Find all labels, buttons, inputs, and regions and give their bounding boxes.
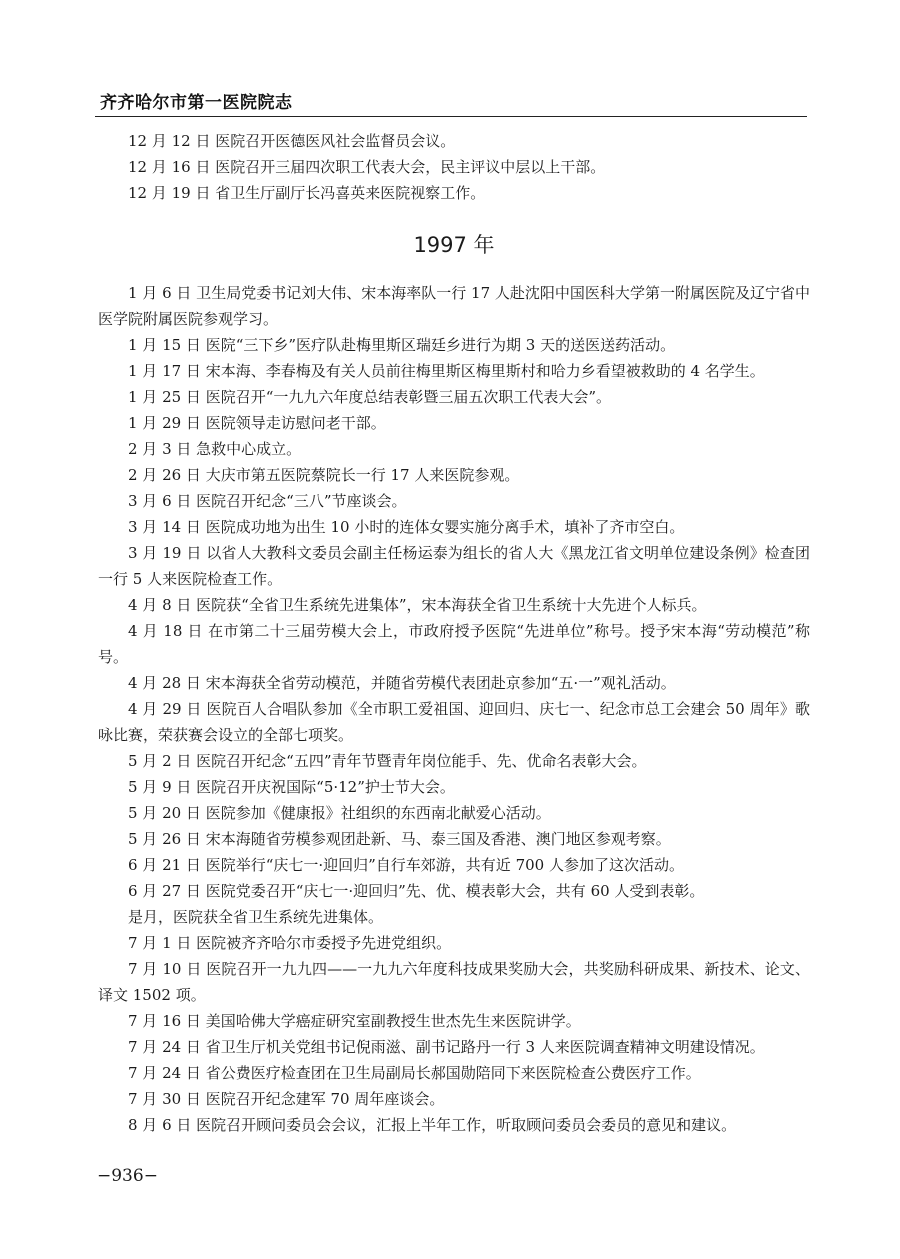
chronicle-entry: 1 月 6 日 卫生局党委书记刘大伟、宋本海率队一行 17 人赴沈阳中国医科大学第一附属医院及辽宁省中医学院附属医院参观学习。 (98, 284, 810, 328)
chronicle-entry: 7 月 24 日 省公费医疗检查团在卫生局副局长郝国勋陪同下来医院检查公费医疗工作。 (128, 1064, 701, 1082)
chronicle-entry: 1 月 29 日 医院领导走访慰问老干部。 (128, 414, 386, 432)
entries-1996-list (98, 128, 810, 206)
book-title: 齐齐哈尔市第一医院院志 (100, 93, 293, 113)
chronicle-entry: 12 月 19 日 省卫生厅副厅长冯喜英来医院视察工作。 (128, 184, 486, 202)
chronicle-entry: 3 月 6 日 医院召开纪念“三八”节座谈会。 (128, 492, 407, 510)
chronicle-entry: 5 月 20 日 医院参加《健康报》社组织的东西南北献爱心活动。 (128, 804, 551, 822)
chronicle-entry: 6 月 21 日 医院举行“庆七一·迎回归”自行车郊游，共有近 700 人参加了这次活动。 (128, 856, 684, 874)
page-body (98, 128, 810, 1138)
chronicle-entry: 5 月 9 日 医院召开庆祝国际“5·12”护士节大会。 (128, 778, 455, 796)
chronicle-entry: 12 月 16 日 医院召开三届四次职工代表大会，民主评议中层以上干部。 (128, 158, 606, 176)
chronicle-entry: 1 月 15 日 医院“三下乡”医疗队赴梅里斯区瑞廷乡进行为期 3 天的送医送药活动。 (128, 336, 676, 354)
entries-1997-list (98, 280, 810, 1138)
chronicle-entry: 4 月 28 日 宋本海获全省劳动模范，并随省劳模代表团赴京参加“五·一”观礼活动。 (128, 674, 676, 692)
chronicle-entry: 3 月 19 日 以省人大教科文委员会副主任杨运泰为组长的省人大《黑龙江省文明单位建设条例》检查团一行 5 人来医院检查工作。 (98, 544, 810, 588)
chronicle-entry: 1 月 17 日 宋本海、李春梅及有关人员前往梅里斯区梅里斯村和哈力乡看望被救助的 4 名学生。 (128, 362, 765, 380)
chronicle-entry: 2 月 3 日 急救中心成立。 (128, 440, 302, 458)
chronicle-entry: 4 月 18 日 在市第二十三届劳模大会上，市政府授予医院“先进单位”称号。授予宋本海“劳动模范”称号。 (98, 622, 810, 666)
chronicle-entry: 是月，医院获全省卫生系统先进集体。 (128, 908, 384, 926)
chronicle-entry: 5 月 2 日 医院召开纪念“五四”青年节暨青年岗位能手、先、优命名表彰大会。 (128, 752, 647, 770)
chronicle-entry: 12 月 12 日 医院召开医德医风社会监督员会议。 (128, 132, 456, 150)
chronicle-entry: 7 月 10 日 医院召开一九九四——一九九六年度科技成果奖励大会，共奖励科研成果、新技术、论文、译文 1502 项。 (98, 960, 810, 1004)
chronicle-entry: 7 月 1 日 医院被齐齐哈尔市委授予先进党组织。 (128, 934, 452, 952)
chronicle-entry: 7 月 30 日 医院召开纪念建军 70 周年座谈会。 (128, 1090, 445, 1108)
header-divider (95, 116, 807, 117)
chronicle-entry: 2 月 26 日 大庆市第五医院蔡院长一行 17 人来医院参观。 (128, 466, 520, 484)
year-heading: 1997 年 (413, 233, 495, 257)
chronicle-entry: 7 月 16 日 美国哈佛大学癌症研究室副教授生世杰先生来医院讲学。 (128, 1012, 581, 1030)
page-number: −936− (97, 1166, 158, 1186)
chronicle-entry: 4 月 29 日 医院百人合唱队参加《全市职工爱祖国、迎回归、庆七一、纪念市总工会建会 50 周年》歌咏比赛，荣获赛会设立的全部七项奖。 (98, 700, 810, 744)
chronicle-entry: 1 月 25 日 医院召开“一九九六年度总结表彰暨三届五次职工代表大会”。 (128, 388, 612, 406)
chronicle-entry: 7 月 24 日 省卫生厅机关党组书记倪雨滋、副书记路丹一行 3 人来医院调查精神文明建设情况。 (128, 1038, 765, 1056)
chronicle-entry: 4 月 8 日 医院获“全省卫生系统先进集体”，宋本海获全省卫生系统十大先进个人标兵。 (128, 596, 707, 614)
chronicle-entry: 6 月 27 日 医院党委召开“庆七一·迎回归”先、优、模表彰大会，共有 60 人受到表彰。 (128, 882, 705, 900)
chronicle-entry: 5 月 26 日 宋本海随省劳模参观团赴新、马、泰三国及香港、澳门地区参观考察。 (128, 830, 671, 848)
chronicle-entry: 3 月 14 日 医院成功地为出生 10 小时的连体女婴实施分离手术，填补了齐市空白。 (128, 518, 685, 536)
chronicle-entry: 8 月 6 日 医院召开顾问委员会会议，汇报上半年工作，听取顾问委员会委员的意见和建议。 (128, 1116, 737, 1134)
